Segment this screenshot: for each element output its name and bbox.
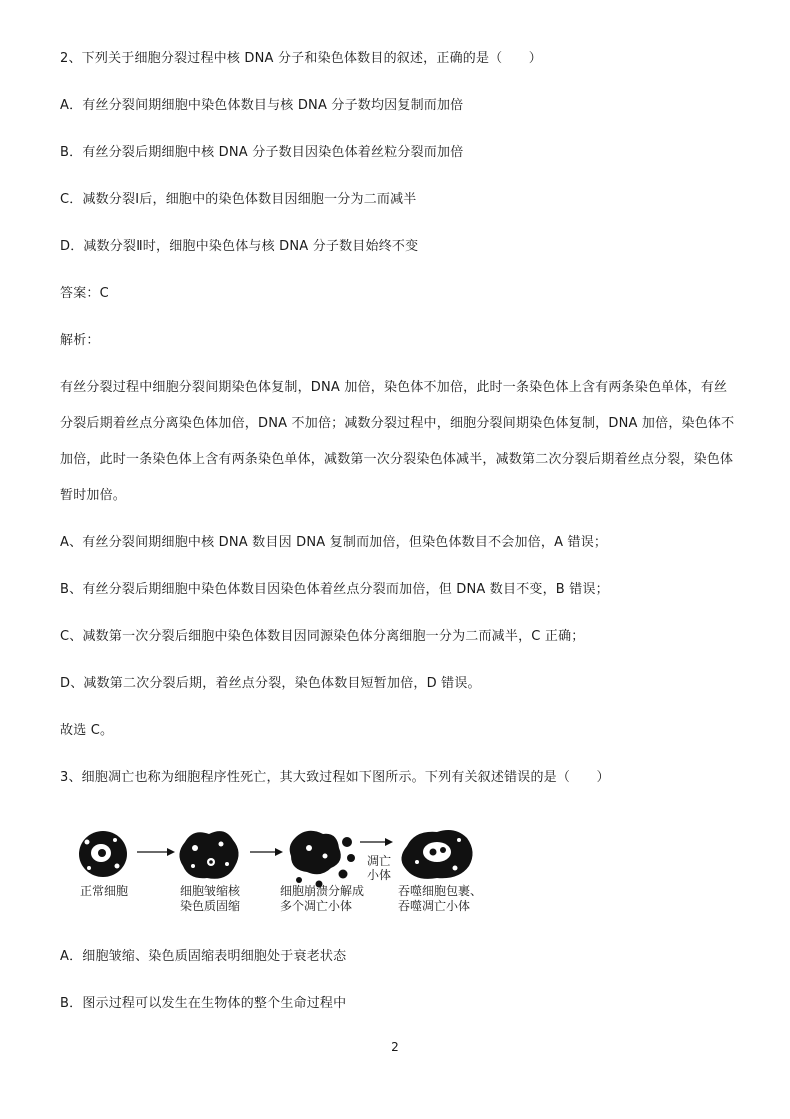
q3-option-b: B．图示过程可以发生在生物体的整个生命过程中 <box>60 996 347 1011</box>
page-number: 2 <box>391 1040 399 1054</box>
q2-stem: 2、下列关于细胞分裂过程中核 DNA 分子和染色体数目的叙述，正确的是（ ） <box>60 51 542 66</box>
q2-conclusion: 故选 C。 <box>60 723 114 738</box>
shrunken-cell-image <box>179 831 238 879</box>
caption-stage-3-line-2: 多个凋亡小体 <box>280 899 353 913</box>
engulfing-cell-image <box>401 830 472 879</box>
q2-option-c: C．减数分裂Ⅰ后，细胞中的染色体数目因细胞一分为二而减半 <box>60 192 417 207</box>
arrow-label-1: 凋亡 <box>367 854 392 868</box>
q2-explanation-c: C、减数第一次分裂后细胞中染色体数目因同源染色体分离细胞一分为二而减半，C 正确； <box>60 629 585 644</box>
q2-explanation-b: B、有丝分裂后期细胞中染色体数目因染色体着丝点分裂而加倍，但 DNA 数目不变，B 错误； <box>60 582 609 597</box>
arrow-1 <box>137 848 175 856</box>
caption-stage-1: 正常细胞 <box>80 884 129 898</box>
apoptosis-figure <box>75 822 495 922</box>
q2-analysis-label: 解析： <box>60 333 100 348</box>
q2-option-a: A．有丝分裂间期细胞中染色体数目与核 DNA 分子数均因复制而加倍 <box>60 98 464 113</box>
caption-stage-2-line-1: 细胞皱缩核 <box>180 884 241 898</box>
q2-analysis-text: 有丝分裂过程中细胞分裂间期染色体复制，DNA 加倍，染色体不加倍，此时一条染色体上含有两条染色单体，有丝分裂后期着丝点分离染色体加倍，DNA 不加倍；减数分裂过程中，细胞分裂间期染色体复制，DNA 加倍，染色体不加倍，此时一条染色体上含有两条染色单体，减数第一次分裂染色体减半，减数第二次分裂后期着丝点分裂，染色体暂时加倍。 <box>60 380 735 503</box>
caption-stage-2-line-2: 染色质固缩 <box>180 899 241 913</box>
arrow-2 <box>250 848 283 856</box>
q2-explanation-d: D、减数第二次分裂后期，着丝点分裂，染色体数目短暂加倍，D 错误。 <box>60 676 481 691</box>
q3-stem: 3、细胞凋亡也称为细胞程序性死亡，其大致过程如下图所示。下列有关叙述错误的是（ ） <box>60 770 610 785</box>
q3-option-a: A．细胞皱缩、染色质固缩表明细胞处于衰老状态 <box>60 949 347 964</box>
caption-stage-4-line-2: 吞噬凋亡小体 <box>398 899 471 913</box>
fragmented-cell-image <box>290 831 355 888</box>
q2-option-d: D．减数分裂Ⅱ时，细胞中染色体与核 DNA 分子数目始终不变 <box>60 239 419 254</box>
apoptosis-diagram <box>75 822 495 892</box>
q2-answer: 答案：C <box>60 286 109 301</box>
caption-stage-4-line-1: 吞噬细胞包裹、 <box>398 884 483 898</box>
normal-cell-image <box>79 831 127 877</box>
q2-explanation-a: A、有丝分裂间期细胞中核 DNA 数目因 DNA 复制而加倍，但染色体数目不会加倍，A 错误； <box>60 535 608 550</box>
arrow-label-2: 小体 <box>367 868 392 882</box>
q2-option-b: B．有丝分裂后期细胞中核 DNA 分子数目因染色体着丝粒分裂而加倍 <box>60 145 464 160</box>
arrow-3 <box>360 838 393 846</box>
caption-stage-3-line-1: 细胞崩溃分解成 <box>280 884 365 898</box>
